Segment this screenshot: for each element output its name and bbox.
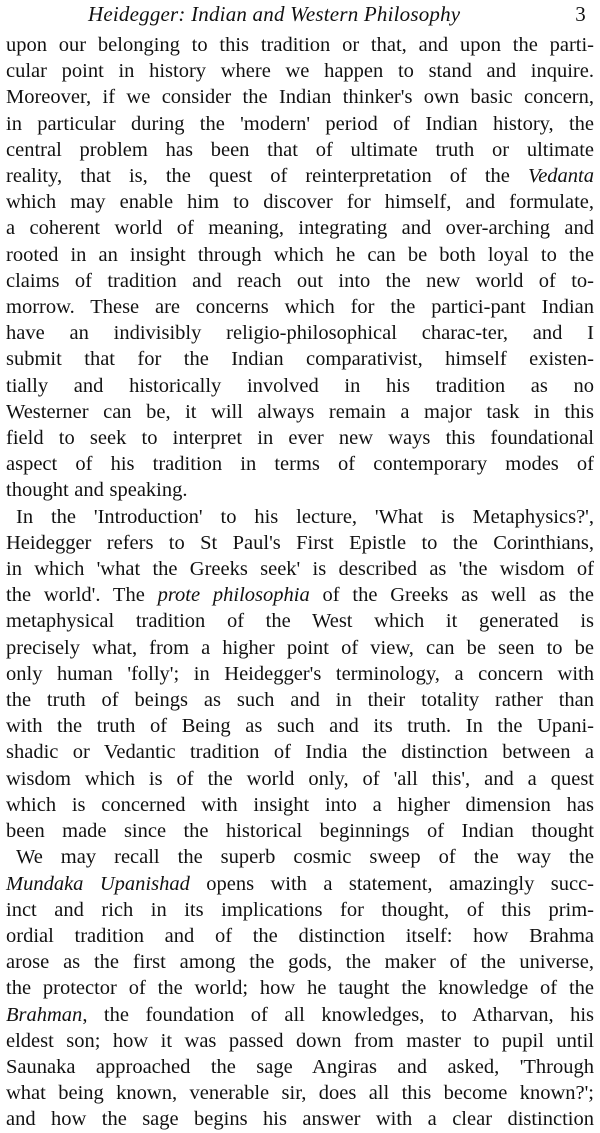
running-header — [6, 2, 594, 32]
text-line: inct and rich in its implications for thought, of this prim- — [6, 898, 594, 921]
page-number: 3 — [575, 2, 586, 26]
text-line: tially and historically involved in his tradition as no — [6, 374, 594, 397]
text-line: precisely what, from a higher point of view, can be seen to be — [6, 636, 594, 659]
text-line: a coherent world of meaning, integrating and over-arching and — [6, 217, 594, 240]
text-line: wisdom which is of the world only, of 'all this', and a quest — [6, 767, 594, 790]
text-line: been made since the historical beginnings of Indian thought — [6, 820, 594, 843]
text-line: rooted in an insight through which he can be both loyal to the — [6, 243, 594, 266]
text-line: ordial tradition and of the distinction itself: how Brahma — [6, 924, 594, 947]
emphasis: Vedanta — [527, 165, 594, 188]
text-line: Westerner can be, it will always remain a major task in this — [6, 400, 594, 423]
text-line: eldest son; how it was passed down from master to pupil until — [6, 1029, 594, 1052]
text-line: in which 'what the Greeks seek' is described as 'the wisdom of — [6, 558, 594, 581]
emphasis: Mundaka Upanishad — [6, 872, 190, 895]
text-line: aspect of his tradition in terms of contemporary modes of — [6, 453, 594, 476]
text-line: morrow. These are concerns which for the partici-pant Indian — [6, 296, 594, 319]
text-line: We may recall the superb cosmic sweep of the way the — [16, 846, 594, 869]
text-line: in particular during the 'modern' period of Indian history, the — [6, 112, 594, 135]
text-line: and how the sage begins his answer with a clear distinction — [6, 1108, 594, 1131]
paragraph — [6, 504, 594, 1133]
text-line: Saunaka approached the sage Angiras and asked, 'Through — [6, 1055, 594, 1078]
text-line: thought and speaking. — [6, 479, 188, 502]
text-line: have an indivisibly religio-philosophical charac-ter, and I — [6, 322, 594, 345]
text-line: Mundaka Upanishad opens with a statement, amazingly succ- — [6, 872, 594, 895]
text-line: the truth of beings as such and in their totality rather than — [6, 689, 594, 712]
text-line: with the truth of Being as such and its truth. In the Upani- — [6, 715, 594, 738]
text-line: only human 'folly'; in Heidegger's terminology, a concern with — [6, 662, 594, 685]
text-line: what being known, venerable sir, does all this become known?'; — [6, 1082, 594, 1105]
text-line: which is concerned with insight into a higher dimension has — [6, 793, 594, 816]
text-line: submit that for the Indian comparativist, himself existen- — [6, 348, 594, 371]
paragraph — [6, 32, 594, 504]
text-line: Brahman, the foundation of all knowledges, to Atharvan, his — [6, 1003, 594, 1026]
text-line: Moreover, if we consider the Indian thinker's own basic concern, — [6, 86, 594, 109]
emphasis: prote philosophia — [157, 584, 310, 607]
text-line: claims of tradition and reach out into the new world of to- — [6, 269, 594, 292]
emphasis: Brahman — [6, 1003, 83, 1026]
text-line: reality, that is, the quest of reinterpretation of the Vedanta — [6, 165, 594, 188]
text-line: shadic or Vedantic tradition of India the distinction between a — [6, 741, 594, 764]
text-line: In the 'Introduction' to his lecture, 'What is Metaphysics?', — [16, 505, 594, 528]
text-line: field to seek to interpret in ever new ways this foundational — [6, 427, 594, 450]
running-title: Heidegger: Indian and Western Philosophy — [88, 2, 461, 26]
text-line: arose as the first among the gods, the maker of the universe, — [6, 951, 594, 974]
text-line: the protector of the world; how he taught the knowledge of the — [6, 977, 594, 1000]
text-line: Heidegger refers to St Paul's First Epistle to the Corinthians, — [6, 531, 594, 554]
text-line: cular point in history where we happen to stand and inquire. — [6, 60, 594, 83]
text-line: which may enable him to discover for himself, and formulate, — [6, 191, 594, 214]
text-line: metaphysical tradition of the West which it generated is — [6, 610, 594, 633]
text-line: central problem has been that of ultimate truth or ultimate — [6, 138, 594, 161]
text-line: upon our belonging to this tradition or that, and upon the parti- — [6, 34, 594, 56]
text-line: the world'. The prote philosophia of the Greeks as well as the — [6, 584, 595, 607]
body-text — [6, 32, 594, 1133]
